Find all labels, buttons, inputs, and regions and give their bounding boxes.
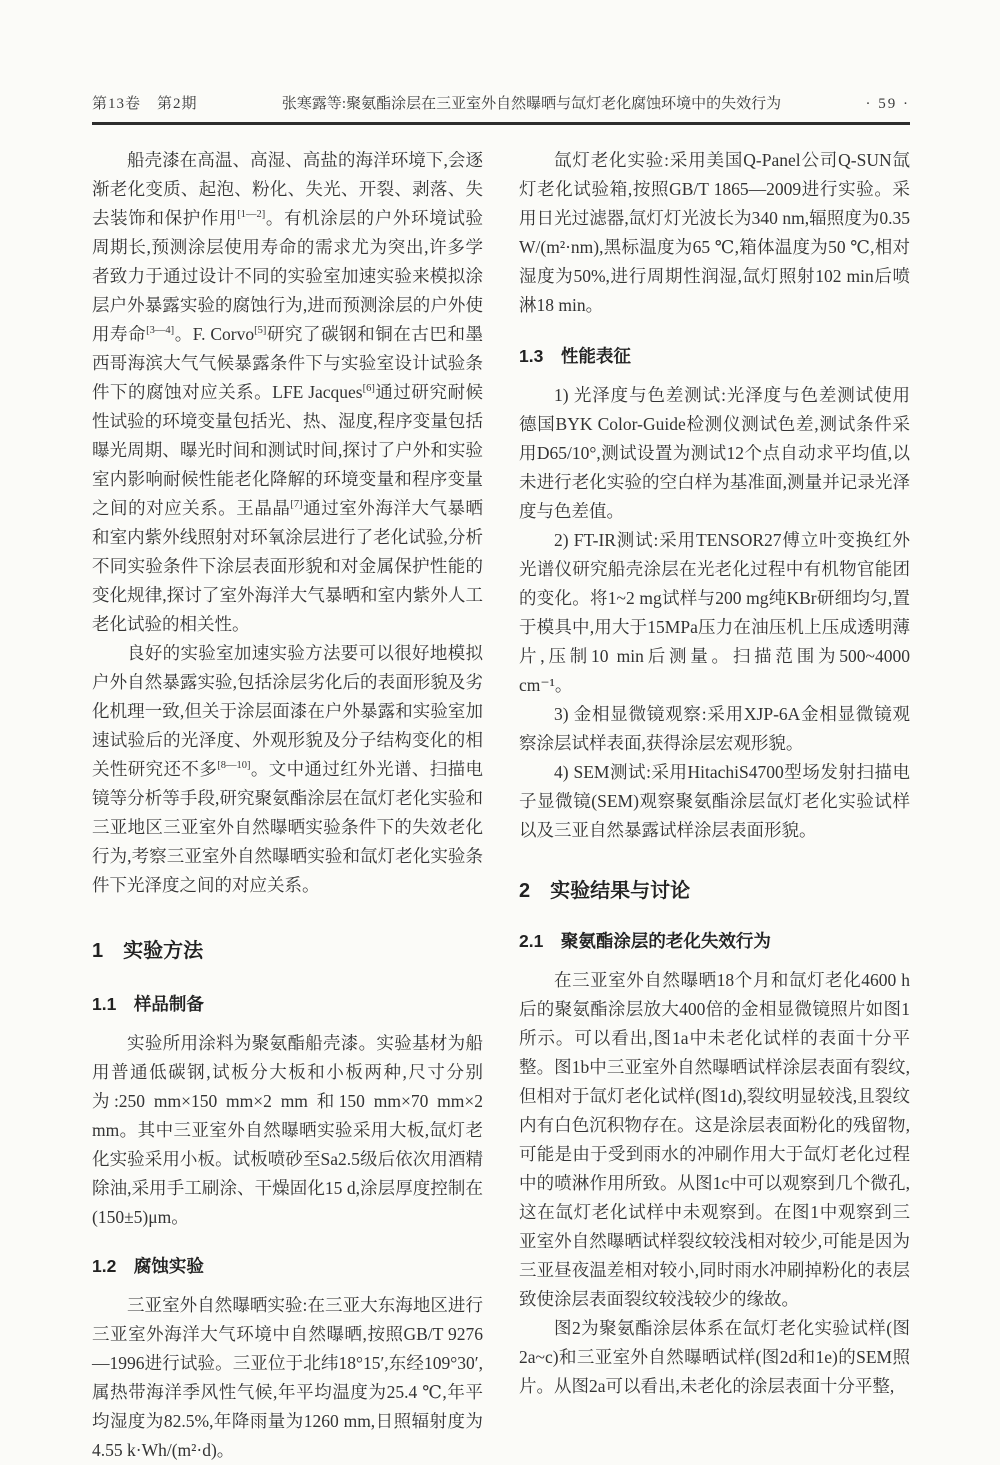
subsection-heading-1-1: 1.1 样品制备 — [92, 991, 483, 1016]
running-title: 张寒露等:聚氨酯涂层在三亚室外自然曝晒与氙灯老化腐蚀环境中的失效行为 — [198, 92, 866, 113]
subsection-heading-1-2: 1.2 腐蚀实验 — [92, 1253, 483, 1278]
gloss-color-test-paragraph: 1) 光泽度与色差测试:光泽度与色差测试使用德国BYK Color-Guide检测仪测试色差,测试条件采用D65/10°,测试设置为测试12个点自动求平均值,以未进行老化实验的空白样为基准面,测量并记录光泽度与色差值。 — [519, 381, 910, 526]
right-column — [519, 146, 910, 1465]
sem-test-paragraph: 4) SEM测试:采用HitachiS4700型场发射扫描电子显微镜(SEM)观察聚氨酯涂层氙灯老化实验试样以及三亚自然暴露试样涂层表面形貌。 — [519, 758, 910, 845]
xenon-lamp-paragraph: 氙灯老化实验:采用美国Q-Panel公司Q-SUN氙灯老化试验箱,按照GB/T 1865—2009进行实验。采用日光过滤器,氙灯灯光波长为340 nm,辐照度为0.35 W/(m²·nm),黑标温度为65 ℃,箱体温度为50 ℃,相对湿度为50%,进行周期性润湿,氙灯照射102 min后喷淋18 min。 — [519, 146, 910, 320]
ftir-test-paragraph: 2) FT-IR测试:采用TENSOR27傅立叶变换红外光谱仪研究船壳涂层在光老化过程中有机物官能团的变化。将1~2 mg试样与200 mg纯KBr研细均匀,置于模具中,用大于15MPa压力在油压机上压成透明薄片,压制10 min后测量。扫描范围为500~4000 cm⁻¹。 — [519, 526, 910, 700]
journal-header — [92, 92, 910, 113]
sem-figure2-paragraph: 图2为聚氨酯涂层体系在氙灯老化实验试样(图2a~c)和三亚室外自然曝晒试样(图2d和1e)的SEM照片。从图2a可以看出,未老化的涂层表面十分平整, — [519, 1314, 910, 1401]
intro-paragraph-2: 良好的实验室加速实验方法要可以很好地模拟户外自然暴露实验,包括涂层劣化后的表面形貌及劣化机理一致,但关于涂层面漆在户外暴露和实验室加速试验后的光泽度、外观形貌及分子结构变化的相关性研究还不多[8—10]。文中通过红外光谱、扫描电镜等分析等手段,研究聚氨酯涂层在氙灯老化实验和三亚地区三亚室外自然曝晒实验条件下的失效老化行为,考察三亚室外自然曝晒实验和氙灯老化实验条件下光泽度之间的对应关系。 — [92, 639, 483, 900]
two-column-body — [92, 146, 910, 1465]
left-column — [92, 146, 483, 1465]
section-heading-2: 2 实验结果与讨论 — [519, 874, 910, 903]
subsection-heading-2-1: 2.1 聚氨酯涂层的老化失效行为 — [519, 928, 910, 953]
sample-preparation-paragraph: 实验所用涂料为聚氨酯船壳漆。实验基材为船用普通低碳钢,试板分大板和小板两种,尺寸分别为:250 mm×150 mm×2 mm 和150 mm×70 mm×2 mm。其中三亚室外自然曝晒实验采用大板,氙灯老化实验采用小板。试板喷砂至Sa2.5级后依次用酒精除油,采用手工刷涂、干燥固化15 d,涂层厚度控制在(150±5)μm。 — [92, 1029, 483, 1232]
corrosion-experiment-paragraph: 三亚室外自然曝晒实验:在三亚大东海地区进行三亚室外海洋大气环境中自然曝晒,按照GB/T 9276—1996进行试验。三亚位于北纬18°15′,东经109°30′,属热带海洋季风性气候,年平均温度为25.4 ℃,年平均湿度为82.5%,年降雨量为1260 mm,日照辐射度为4.55 k·Wh/(m²·d)。 — [92, 1291, 483, 1465]
header-rule — [92, 122, 910, 125]
metallographic-microscope-paragraph: 3) 金相显微镜观察:采用XJP-6A金相显微镜观察涂层试样表面,获得涂层宏观形貌。 — [519, 700, 910, 758]
page-number: · 59 · — [866, 96, 911, 113]
volume-issue: 第13卷 第2期 — [92, 92, 198, 113]
intro-paragraph-1: 船壳漆在高温、高湿、高盐的海洋环境下,会逐渐老化变质、起泡、粉化、失光、开裂、剥落、失去装饰和保护作用[1—2]。有机涂层的户外环境试验周期长,预测涂层使用寿命的需求尤为突出,许多学者致力于通过设计不同的实验室加速实验来模拟涂层户外暴露实验的腐蚀行为,进而预测涂层的户外使用寿命[3—4]。F. Corvo[5]研究了碳钢和铜在古巴和墨西哥海滨大气气候暴露条件下与实验室设计试验条件下的腐蚀对应关系。LFE Jacques[6]通过研究耐候性试验的环境变量包括光、热、湿度,程序变量包括曝光周期、曝光时间和测试时间,探讨了户外和实验室内影响耐候性能老化降解的环境变量和程序变量之间的对应关系。王晶晶[7]通过室外海洋大气暴晒和室内紫外线照射对环氧涂层进行了老化试验,分析不同实验条件下涂层表面形貌和对金属保护性能的变化规律,探讨了室外海洋大气暴晒和室内紫外人工老化试验的相关性。 — [92, 146, 483, 639]
subsection-heading-1-3: 1.3 性能表征 — [519, 343, 910, 368]
section-heading-1: 1 实验方法 — [92, 934, 483, 963]
aging-failure-paragraph: 在三亚室外自然曝晒18个月和氙灯老化4600 h后的聚氨酯涂层放大400倍的金相显微镜照片如图1所示。可以看出,图1a中未老化试样的表面十分平整。图1b中三亚室外自然曝晒试样涂层表面有裂纹,但相对于氙灯老化试样(图1d),裂纹明显较浅,且裂纹内有白色沉积物存在。这是涂层表面粉化的残留物,可能是由于受到雨水的冲刷作用大于氙灯老化过程中的喷淋作用所致。从图1c中可以观察到几个微孔,这在氙灯老化试样中未观察到。在图1中观察到三亚室外自然曝晒试样裂纹较浅相对较少,可能是因为三亚昼夜温差相对较小,同时雨水冲刷掉粉化的表层致使涂层表面裂纹较浅较少的缘故。 — [519, 966, 910, 1314]
